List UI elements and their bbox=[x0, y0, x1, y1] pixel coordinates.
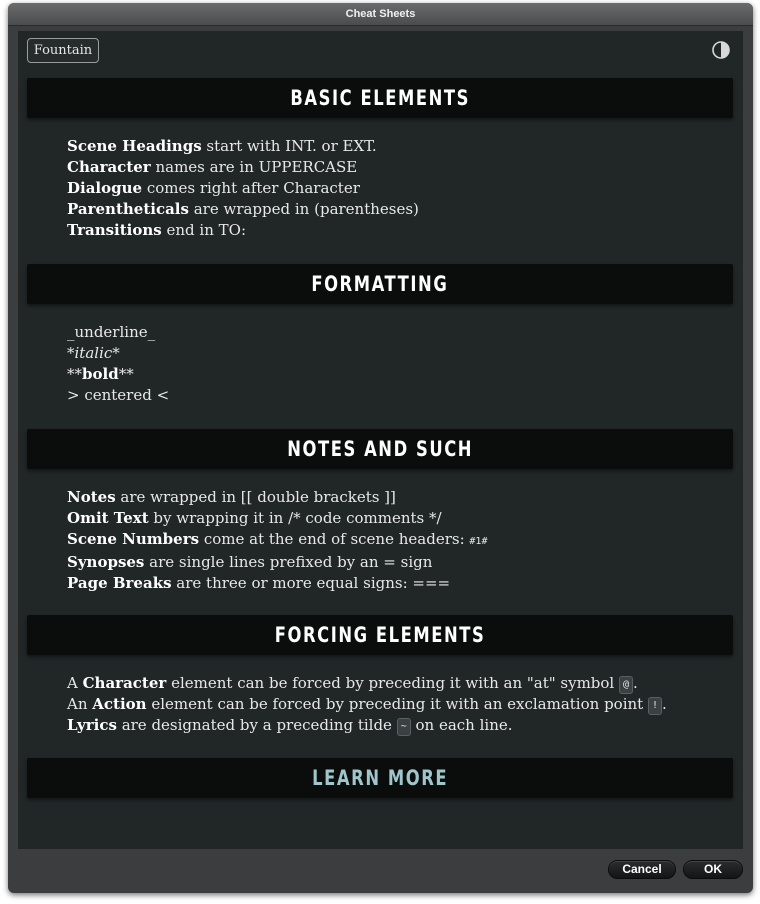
italic-example: *italic* bbox=[67, 344, 120, 362]
section-header-notes bbox=[27, 429, 733, 469]
fountain-button[interactable]: Fountain bbox=[27, 38, 99, 63]
cancel-button[interactable]: Cancel bbox=[608, 860, 676, 879]
notes-body bbox=[67, 487, 727, 594]
section-title: FORMATTING bbox=[311, 272, 449, 296]
learn-more-label: LEARN MORE bbox=[312, 766, 448, 790]
list-item: A Character element can be forced by preceding it with an "at" symbol @ . bbox=[67, 674, 638, 692]
list-item: Dialogue comes right after Character bbox=[67, 179, 360, 197]
cheat-sheet-panel bbox=[18, 31, 743, 849]
list-item: Lyrics are designated by a preceding tilde ~ on each line. bbox=[67, 716, 513, 734]
centered-example: > centered < bbox=[67, 386, 170, 404]
forcing-body bbox=[67, 673, 727, 736]
list-item: An Action element can be forced by preceding it with an exclamation point ! . bbox=[67, 695, 667, 713]
list-item: Parentheticals are wrapped in (parentheses) bbox=[67, 200, 419, 218]
window-title: Cheat Sheets bbox=[8, 3, 753, 26]
section-title: BASIC ELEMENTS bbox=[290, 86, 470, 110]
list-item: Transitions end in TO: bbox=[67, 221, 246, 239]
list-item: Page Breaks are three or more equal signs: === bbox=[67, 574, 451, 592]
at-symbol-chip: @ bbox=[619, 676, 633, 694]
list-item: Notes are wrapped in [[ double brackets ]] bbox=[67, 488, 396, 506]
formatting-body bbox=[67, 322, 727, 406]
list-item: Synopses are single lines prefixed by an = sign bbox=[67, 553, 433, 571]
section-title: FORCING ELEMENTS bbox=[274, 623, 486, 647]
section-header-basic-elements bbox=[27, 78, 733, 118]
contrast-icon[interactable] bbox=[712, 41, 730, 59]
underline-example: _underline_ bbox=[67, 323, 156, 341]
ok-button[interactable]: OK bbox=[683, 860, 743, 879]
learn-more-link[interactable] bbox=[27, 758, 733, 798]
section-header-formatting bbox=[27, 264, 733, 304]
bold-example: **bold** bbox=[67, 365, 134, 383]
exclamation-chip: ! bbox=[648, 697, 662, 715]
list-item: Omit Text by wrapping it in /* code comments */ bbox=[67, 509, 442, 527]
section-title: NOTES AND SUCH bbox=[287, 437, 473, 461]
cheat-sheets-window bbox=[8, 3, 753, 893]
list-item: Scene Numbers come at the end of scene headers: #1# bbox=[67, 530, 488, 548]
section-header-forcing bbox=[27, 615, 733, 655]
tilde-chip: ~ bbox=[397, 718, 411, 736]
list-item: Scene Headings start with INT. or EXT. bbox=[67, 137, 377, 155]
basic-elements-body bbox=[67, 136, 727, 241]
list-item: Character names are in UPPERCASE bbox=[67, 158, 358, 176]
